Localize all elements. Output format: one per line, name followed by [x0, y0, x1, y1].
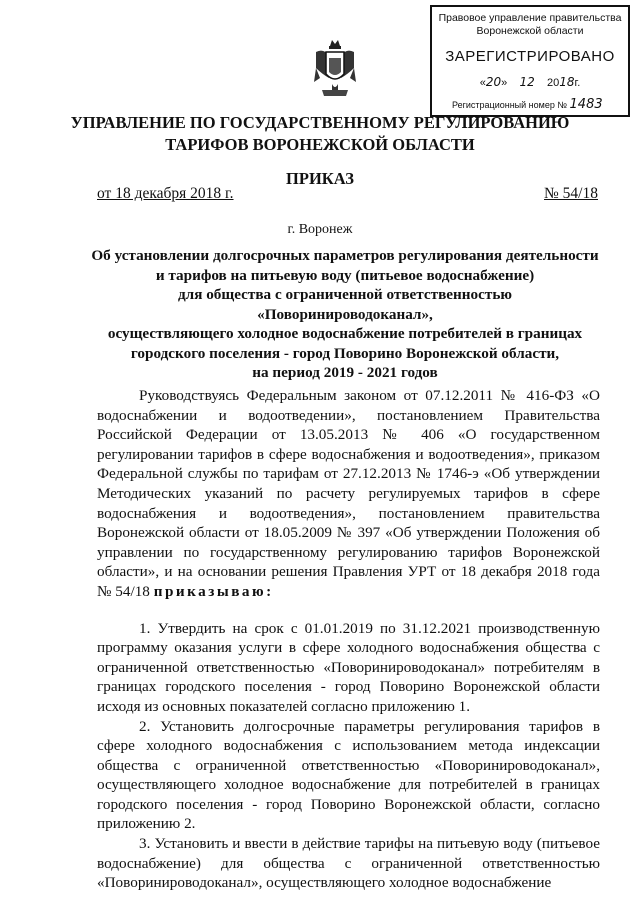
stamp-registered-label: ЗАРЕГИСТРИРОВАНО: [445, 48, 615, 65]
order-date: от 18 декабря 2018 г.: [97, 185, 234, 202]
decree-word: приказываю:: [153, 582, 274, 600]
agency-name: УПРАВЛЕНИЕ ПО ГОСУДАРСТВЕННОМУ РЕГУЛИРОВАНИЮ ТАРИФОВ ВОРОНЕЖСКОЙ ОБЛАСТИ: [70, 113, 570, 154]
stamp-date-day: 20: [485, 75, 502, 89]
coat-of-arms-emblem: [312, 38, 358, 102]
stamp-date-year: 18: [559, 75, 575, 89]
order-subject: Об установлении долгосрочных параметров регулирования деятельности и тарифов на питьевую воду (питьевое водоснабжение) для общества с ограниченной ответственностью «Поворинироводоканал», осуществляющего холодное водоснабжение потребителей в границах городского поселения - город Поворино Воронежской области, на период 2019 - 2021 годов: [91, 247, 599, 381]
order-item-1: 1. Утвердить на срок с 01.01.2019 по 31.12.2021 производственную программу оказания услуги в сфере холодного водоснабжения общества с ограниченной ответственностью «Поворинироводоканал» потребителям в границах городского поселения - город Поворино Воронежской области исходя из основных показателей согласно приложению 1.: [97, 619, 600, 715]
preamble-paragraph: Руководствуясь Федеральным законом от 07.12.2011 № 416-ФЗ «О водоснабжении и водоотведении», постановлением Правительства Российской Федерации от 13.05.2013 № 406 «О государственном регулировании тарифов в сфере водоснабжения и водоотведения», приказом Федеральной службы по тарифам от 27.12.2013 № 1746-э «Об утверждении Методических указаний по расчету регулируемых тарифов в сфере водоснабжения и водоотведения», постановлением правительства Воронежской области от 18.05.2009 № 397 «Об утверждении Положения об управлении по государственному регулированию тарифов Воронежской области», и на основании решения Правления УРТ от 18 декабря 2018 года № 54/18 приказываю:: [97, 387, 600, 600]
order-item-3: 3. Установить и ввести в действие тарифы на питьевую воду (питьевое водоснабжение) для общества с ограниченной ответственностью «Поворинироводоканал», осуществляющего холодное водоснабжение: [97, 835, 600, 892]
stamp-organization: Правовое управление правительства Воронежской области: [438, 12, 622, 37]
registration-stamp: [430, 5, 630, 117]
order-body: [97, 386, 600, 893]
order-title: ПРИКАЗ: [286, 169, 354, 188]
stamp-reg-number: Регистрационный номер № 1483: [452, 97, 603, 112]
stamp-date-month: 12: [519, 75, 535, 89]
order-item-2: 2. Установить долгосрочные параметры регулирования тарифов в сфере холодного водоснабжения с использованием метода индексации общества с ограниченной ответственностью «Поворинироводоканал», осуществляющего холодное водоснабжение для потребителей в границах городского поселения - город Поворино Воронежской области, согласно приложению 2.: [97, 717, 600, 833]
order-number: № 54/18: [544, 185, 598, 202]
city: г. Воронеж: [287, 222, 353, 237]
stamp-reg-number-value: 1483: [569, 97, 603, 112]
stamp-date: «20» 12 2018г.: [479, 75, 581, 89]
